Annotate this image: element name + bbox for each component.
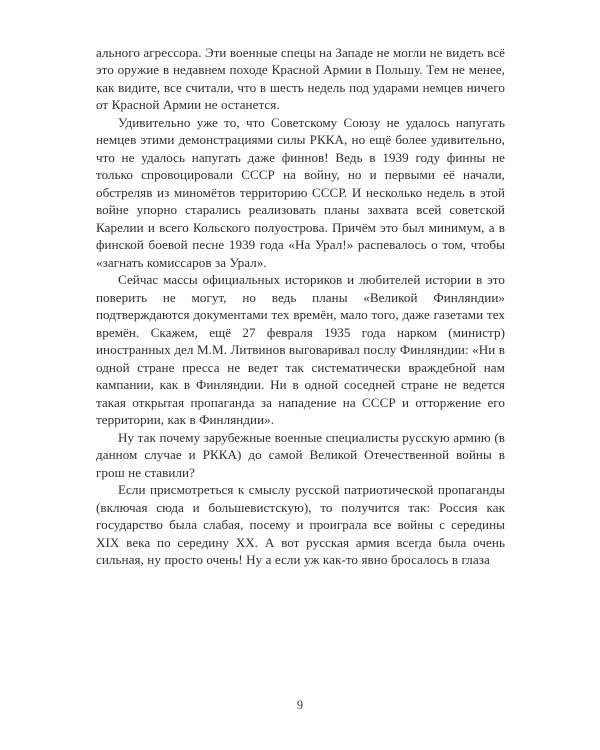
- body-text-column: [96, 44, 505, 569]
- paragraph-continuation: ального агрессора. Эти военные спецы на Западе не могли не видеть всё это оружие в недавнем походе Красной Армии в Польшу. Тем не менее, как видите, все считали, что в шесть недель под ударами немцев ничего от Красной Армии не останется.: [96, 45, 505, 113]
- page-number: 9: [296, 698, 304, 712]
- paragraph-2: Удивительно уже то, что Советскому Союзу не удалось напугать немцев этими демонстрациями силы РККА, но ещё более удивительно, что не удалось напугать даже финнов! Ведь в 1939 году финны не только спровоцировали СССР на войну, но и первыми её начали, обстреляв из миномётов территорию СССР. И несколько недель в этой войне упорно старались реализовать планы захвата всей советской Карелии и всего Кольского полуострова. Причём это был минимум, а в финской боевой песне 1939 года «На Урал!» распевалось о том, чтобы «загнать комиссаров за Урал».: [96, 114, 505, 270]
- paragraph-5: Если присмотреться к смыслу русской патриотической пропаганды (включая сюда и большевистскую), то получится так: Россия как государство была слабая, посему и проиграла все войны с середины XIX века по середину XX. А вот русская армия всегда была очень сильная, ну просто очень! Ну а если уж как-то явно бросалось в глаза: [96, 482, 505, 568]
- paragraph-4: Ну так почему зарубежные военные специалисты русскую армию (в данном случае и РККА) до самой Великой Отечественной войны в грош не ставили?: [96, 429, 505, 480]
- paragraph-3: Сейчас массы официальных историков и любителей истории в это поверить не могут, но ведь планы «Великой Финляндии» подтверждаются документами тех времён, мало того, даже газетами тех времён. Скажем, ещё 27 февраля 1935 года нарком (министр) иностранных дел М.М. Литвинов выговаривал послу Финляндии: «Ни в одной стране пресса не ведет так систематически враждебной нам кампании, как в Финляндии. Ни в одной соседней стране не ведется такая открытая пропаганда за нападение на СССР и отторжение его территории, как в Финляндии».: [96, 272, 505, 428]
